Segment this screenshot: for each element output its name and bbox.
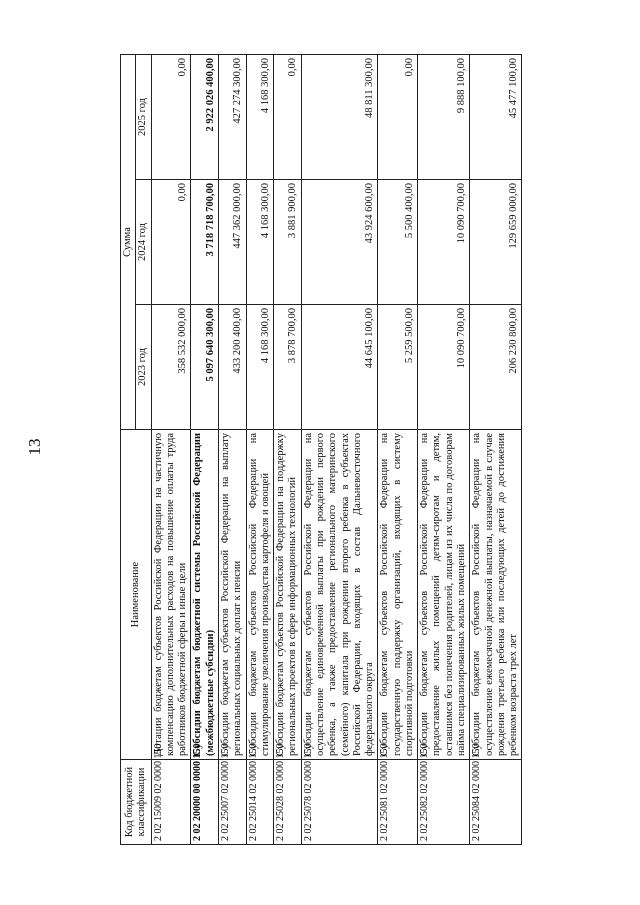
code-cell: 2 02 25082 02 0000 150 [418,760,470,845]
value-2024-cell: 0,00 [151,180,191,305]
value-2023-cell: 3 878 700,00 [274,305,302,430]
value-2024-cell: 3 718 718 700,00 [191,180,219,305]
code-cell: 2 02 25078 02 0000 150 [301,760,378,845]
value-2025-cell: 45 477 100,00 [470,54,522,179]
name-cell: Субсидии бюджетам субъектов Российской Федерации на стимулирование увеличения производства картофеля и овощей [246,430,274,760]
name-cell: Субсидии бюджетам субъектов Российской Федерации на предоставление жилых помещений детям-сиротам и детям, оставшимся без попечения родителей, лицам из их числа по договорам найма специализированных жилых помещений [418,430,470,760]
value-2023-cell: 206 230 800,00 [470,305,522,430]
value-2024-cell: 447 362 000,00 [218,180,246,305]
code-cell: 2 02 25028 02 0000 150 [274,760,302,845]
rotated-page-content [120,55,610,845]
name-cell: Субсидии бюджетам субъектов Российской Федерации на государственную поддержку организаций, входящих в систему спортивной подготовки [378,430,418,760]
header-year-2023: 2023 год [136,305,151,430]
header-year-2025: 2025 год [136,54,151,179]
table-row [274,54,302,844]
table-row [470,54,522,844]
code-cell: 2 02 25081 02 0000 150 [378,760,418,845]
table-row [151,54,191,844]
value-2025-cell: 427 274 300,00 [218,54,246,179]
table-row [418,54,470,844]
table-row [301,54,378,844]
budget-table [120,54,522,845]
code-cell: 2 02 20000 00 0000 150 [191,760,219,845]
page-number: 13 [25,438,44,456]
value-2025-cell: 2 922 026 400,00 [191,54,219,179]
table-body [151,54,522,844]
name-cell: Субсидии бюджетам субъектов Российской Федерации на поддержку региональных проектов в сфере информационных технологий [274,430,302,760]
name-cell: Субсидии бюджетам субъектов Российской Федерации на осуществление единовременной выплаты при рождении первого ребенка, а также предоставление регионального материнского (семейного) капитала при рождении второго ребенка в субъектах Российской Федерации, входящих в состав Дальневосточного федерального округа [301,430,378,760]
header-year-2024: 2024 год [136,180,151,305]
code-cell: 2 02 25014 02 0000 150 [246,760,274,845]
name-cell: Субсидии бюджетам субъектов Российской Федерации на выплату региональных социальных доплат к пенсии [218,430,246,760]
value-2023-cell: 10 090 700,00 [418,305,470,430]
value-2023-cell: 358 532 000,00 [151,305,191,430]
table-row [191,54,219,844]
value-2025-cell: 0,00 [274,54,302,179]
table-row [218,54,246,844]
value-2025-cell: 9 888 100,00 [418,54,470,179]
value-2024-cell: 3 881 900,00 [274,180,302,305]
table-row [246,54,274,844]
value-2023-cell: 44 645 100,00 [301,305,378,430]
value-2024-cell: 129 659 000,00 [470,180,522,305]
code-cell: 2 02 15009 02 0000 150 [151,760,191,845]
header-name: Наименование [121,430,152,760]
value-2024-cell: 5 500 400,00 [378,180,418,305]
value-2024-cell: 43 924 600,00 [301,180,378,305]
name-cell: Субсидии бюджетам бюджетной системы Российской Федерации (межбюджетные субсидии) [191,430,219,760]
value-2025-cell: 48 811 300,00 [301,54,378,179]
value-2023-cell: 5 259 500,00 [378,305,418,430]
table-row [378,54,418,844]
header-code: Код бюджетной классификации [121,760,152,845]
value-2025-cell: 4 168 300,00 [246,54,274,179]
name-cell: Субсидии бюджетам субъектов Российской Федерации на осуществление ежемесячной денежной выплаты, назначаемой в случае рождения третьего ребенка или последующих детей до достижения ребенком возраста трех лет [470,430,522,760]
name-cell: Дотации бюджетам субъектов Российской Федерации на частичную компенсацию дополнительных расходов на повышение оплаты труда работников бюджетной сферы и иные цели [151,430,191,760]
code-cell: 2 02 25007 02 0000 150 [218,760,246,845]
value-2023-cell: 4 168 300,00 [246,305,274,430]
value-2025-cell: 0,00 [378,54,418,179]
value-2023-cell: 433 200 400,00 [218,305,246,430]
value-2025-cell: 0,00 [151,54,191,179]
value-2024-cell: 4 168 300,00 [246,180,274,305]
code-cell: 2 02 25084 02 0000 150 [470,760,522,845]
value-2023-cell: 5 097 640 300,00 [191,305,219,430]
value-2024-cell: 10 090 700,00 [418,180,470,305]
header-sum: Сумма [121,54,136,429]
